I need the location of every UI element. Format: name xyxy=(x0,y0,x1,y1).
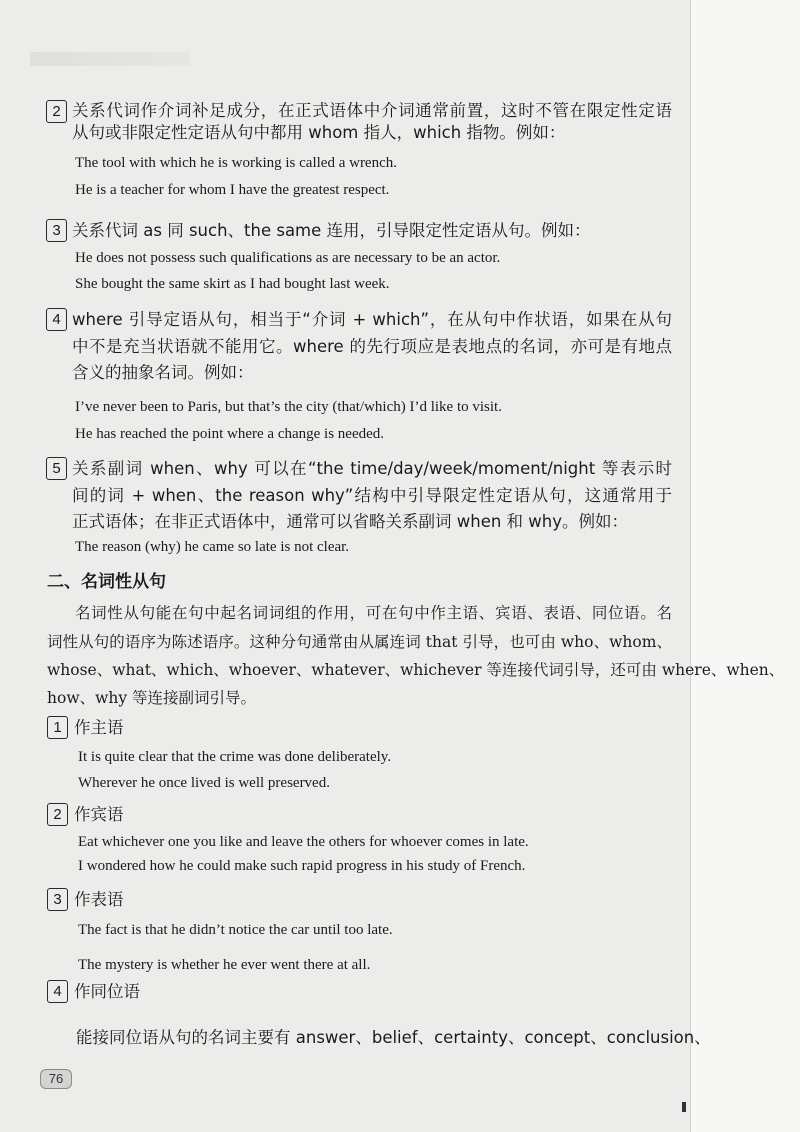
subitem-3-example: The fact is that he didn’t notice the car until too late. xyxy=(78,922,393,938)
item-3-example: She bought the same skirt as I had bought last week. xyxy=(75,276,390,292)
item-5-text-line: 正式语体；在非正式语体中，通常可以省略关系副词 when 和 why。例如： xyxy=(72,512,629,531)
item-4-text-line: 含义的抽象名词。例如： xyxy=(72,363,254,382)
item-5-text-line: 关系副词 when、why 可以在“the time/day/week/moment/night 等表示时 xyxy=(72,459,672,478)
item-5-example: The reason (why) he came so late is not clear. xyxy=(75,539,350,555)
subitem-title: 作同位语 xyxy=(74,982,140,1001)
subitem-4-text-line: 能接同位语从句的名词主要有 answer、belief、certainty、concept、conclusion、 xyxy=(76,1028,711,1047)
item-2-example: The tool with which he is working is called a wrench. xyxy=(75,155,398,171)
item-4-text-line: 中不是充当状语就不能用它。where 的先行项应是表地点的名词，亦可是有地点 xyxy=(72,337,672,356)
item-3-text-line: 关系代词 as 同 such、the same 连用，引导限定性定语从句。例如： xyxy=(72,221,591,240)
subitem-title: 作表语 xyxy=(74,890,124,909)
item-4-text-line: where 引导定语从句，相当于“介词 + which”，在从句中作状语，如果在从句 xyxy=(72,310,672,329)
subitem-1-example: Wherever he once lived is well preserved. xyxy=(78,775,330,791)
subitem-number-1: 1 xyxy=(47,716,68,739)
item-number-2: 2 xyxy=(46,100,67,123)
section-paragraph-line: 词性从句的语序为陈述语序。这种分句通常由从属连词 that 引导，也可由 who、whom、 xyxy=(47,633,672,651)
item-2-text-line: 从句或非限定性定语从句中都用 whom 指人，which 指物。例如： xyxy=(72,123,566,142)
item-2-text-line: 关系代词作介词补足成分，在正式语体中介词通常前置，这时不管在限定性定语 xyxy=(72,101,672,120)
subitem-2-example: Eat whichever one you like and leave the others for whoever comes in late. xyxy=(78,834,529,850)
item-4-example: He has reached the point where a change is needed. xyxy=(75,426,385,442)
subitem-number-2: 2 xyxy=(47,803,68,826)
item-5-text-line: 间的词 + when、the reason why”结构中引导限定性定语从句，这通常用于 xyxy=(72,486,672,505)
item-4-example: I’ve never been to Paris, but that’s the city (that/which) I’d like to visit. xyxy=(75,399,502,415)
item-number-4: 4 xyxy=(46,308,67,331)
item-3-example: He does not possess such qualifications as are necessary to be an actor. xyxy=(75,250,501,266)
page-number: 76 xyxy=(40,1069,72,1089)
subitem-2-example: I wondered how he could make such rapid progress in his study of French. xyxy=(78,858,526,874)
section-paragraph-line: 名词性从句能在句中起名词词组的作用，可在句中作主语、宾语、表语、同位语。名 xyxy=(75,604,672,622)
scan-mark xyxy=(682,1102,686,1112)
subitem-title: 作主语 xyxy=(74,718,124,737)
section-paragraph-line: whose、what、which、whoever、whatever、whichever 等连接代词引导，还可由 where、when、 xyxy=(47,661,785,679)
item-number-5: 5 xyxy=(46,457,67,480)
faded-running-header xyxy=(30,52,190,66)
subitem-1-example: It is quite clear that the crime was done deliberately. xyxy=(78,749,392,765)
section-paragraph-line: how、why 等连接副词引导。 xyxy=(47,689,257,707)
subitem-3-example: The mystery is whether he ever went there at all. xyxy=(78,957,371,973)
item-2-example: He is a teacher for whom I have the greatest respect. xyxy=(75,182,390,198)
subitem-number-4: 4 xyxy=(47,980,68,1003)
section-heading: 二、名词性从句 xyxy=(47,572,166,592)
item-number-3: 3 xyxy=(46,219,67,242)
subitem-number-3: 3 xyxy=(47,888,68,911)
subitem-title: 作宾语 xyxy=(74,805,124,824)
